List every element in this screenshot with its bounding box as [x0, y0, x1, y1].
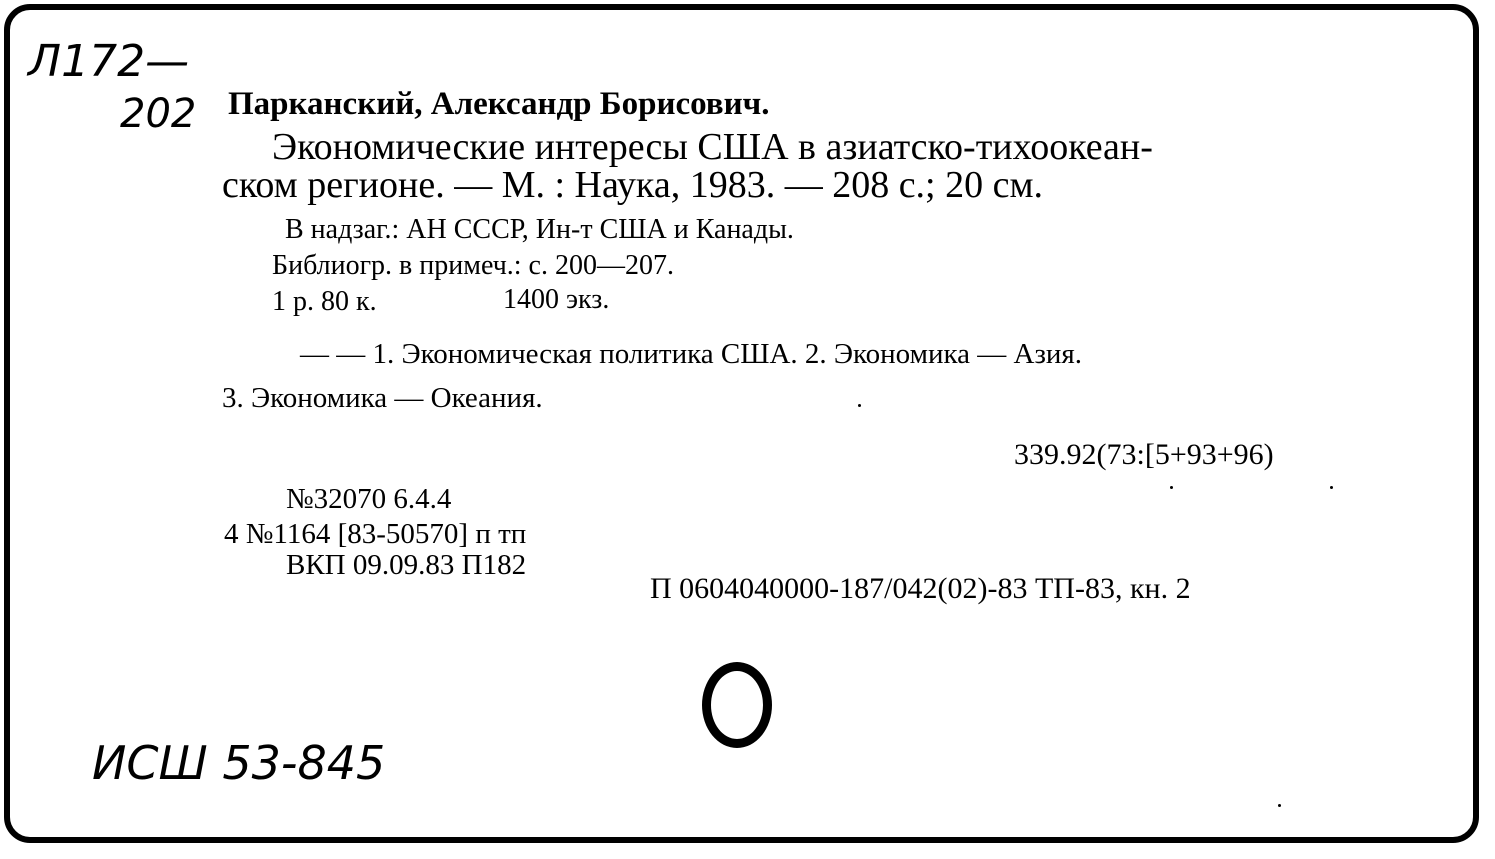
- record-number: №32070 6.4.4: [286, 483, 452, 515]
- title-line-1: Экономические интересы США в азиатско-тихоокеан-: [272, 126, 1153, 168]
- author-heading: Парканский, Александр Борисович.: [228, 86, 770, 122]
- note-header: В надзаг.: АН СССР, Ин-т США и Канады.: [285, 214, 794, 245]
- price: 1 р. 80 к.: [272, 286, 377, 317]
- copies: 1400 экз.: [503, 284, 610, 315]
- handwritten-code-bottom: ИСШ 53-845: [92, 736, 386, 790]
- subject-line-1: — — 1. Экономическая политика США. 2. Экономика — Азия.: [300, 338, 1083, 370]
- handwritten-code-top-number: 202: [120, 91, 197, 137]
- publisher-code: П 0604040000-187/042(02)-83 ТП-83, кн. 2: [650, 572, 1191, 605]
- note-bibliography: Библиогр. в примеч.: с. 200—207.: [272, 250, 674, 281]
- scan-speck: [1330, 486, 1333, 489]
- scan-speck: [1278, 804, 1281, 807]
- vkp-code: ВКП 09.09.83 П182: [286, 549, 527, 581]
- record-line-2: 4 №1164 [83-50570] п тп: [224, 518, 527, 550]
- scan-speck: [858, 404, 861, 407]
- scan-speck: [1170, 486, 1173, 489]
- card-punch-hole: [702, 662, 772, 748]
- title-line-2: ском регионе. — М. : Наука, 1983. — 208 с.; 20 см.: [222, 164, 1044, 206]
- classification-index: 339.92(73:[5+93+96): [1014, 438, 1274, 471]
- subject-line-2: 3. Экономика — Океания.: [222, 382, 543, 414]
- scan-speck: [1474, 228, 1477, 231]
- handwritten-code-top: Л172—: [28, 36, 190, 87]
